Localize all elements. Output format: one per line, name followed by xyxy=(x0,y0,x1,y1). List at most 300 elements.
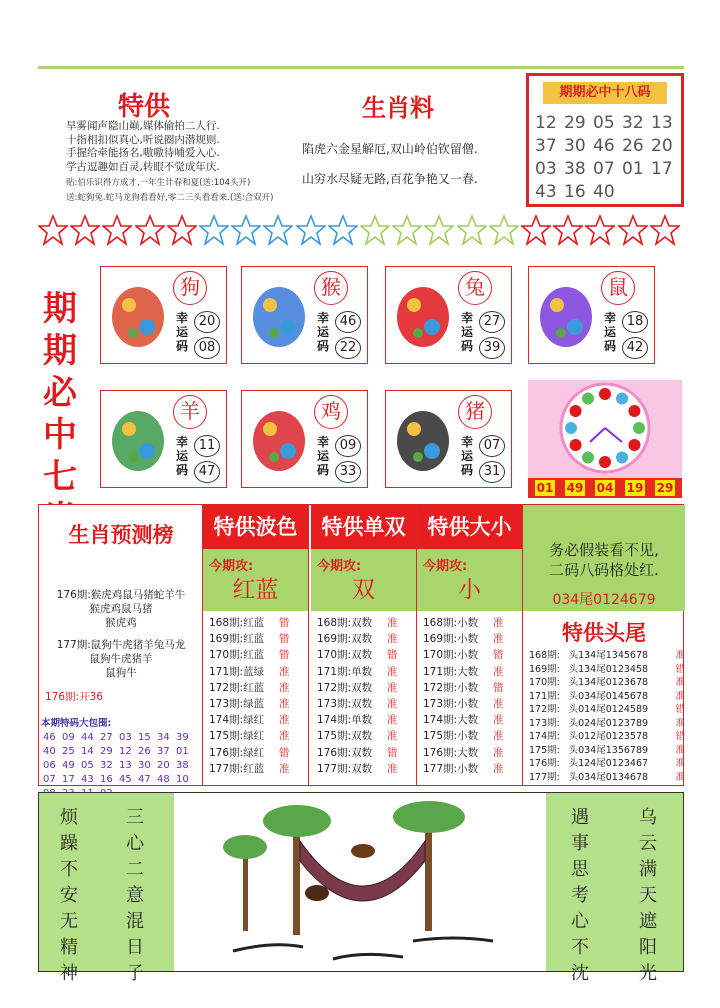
record-row xyxy=(311,696,416,712)
bag-number: 05 xyxy=(81,760,94,771)
clock-dot xyxy=(616,451,628,463)
bag-numbers xyxy=(43,731,199,801)
bag-number: 48 xyxy=(157,774,170,785)
record-row xyxy=(523,730,685,744)
bag-number: 29 xyxy=(100,746,113,757)
star-icon xyxy=(102,214,132,246)
record-row xyxy=(203,745,308,761)
record-period: 168期: xyxy=(529,650,560,661)
record-period: 176期:绿红 xyxy=(209,746,265,759)
bottom-panel xyxy=(38,792,684,984)
star-icon xyxy=(360,214,390,246)
slogan-line-1: 务必假装看不见, xyxy=(549,541,659,559)
record-period: 172期:双数 xyxy=(317,681,373,694)
bag-number: 01 xyxy=(176,746,189,757)
record-result: 准 xyxy=(279,665,290,678)
record-value: 头034尾1356789 xyxy=(568,744,649,756)
eighteen-number: 03 xyxy=(535,159,557,179)
record-result: 准 xyxy=(675,771,685,783)
star-icon xyxy=(521,214,551,246)
bag-number: 06 xyxy=(43,760,56,771)
record-period: 176期: xyxy=(529,758,560,769)
record-result: 准 xyxy=(675,744,685,756)
bag-number: 40 xyxy=(43,746,56,757)
zodiac-paper-cut-icon xyxy=(392,399,454,479)
tail-line: 034尾0124679 xyxy=(552,592,656,608)
lucky-number: 18 xyxy=(622,311,648,333)
bag-number: 16 xyxy=(100,774,113,785)
record-row xyxy=(203,631,308,647)
daxiao-column xyxy=(417,505,523,785)
lucky-label: 幸运码 xyxy=(175,435,188,477)
record-period: 174期: xyxy=(529,731,560,742)
bag-number: 07 xyxy=(43,774,56,785)
record-row xyxy=(523,771,685,785)
record-row xyxy=(311,745,416,761)
record-row xyxy=(523,757,685,771)
lucky-number: 46 xyxy=(335,311,361,333)
eighteen-numbers xyxy=(535,112,681,203)
right-verse-panel xyxy=(546,793,683,984)
bose-rows xyxy=(203,611,308,777)
record-row xyxy=(311,647,416,663)
zodiac-paper-cut-icon xyxy=(392,275,454,355)
hammock-illustration xyxy=(213,801,503,965)
zodiac-card xyxy=(100,390,227,488)
record-result: 错 xyxy=(279,649,290,662)
record-value: 头134尾0123458 xyxy=(568,663,649,675)
clock-dot xyxy=(633,422,645,434)
star-icon xyxy=(618,214,648,246)
verse-column: 烦躁不安无精神 xyxy=(60,807,78,984)
star-icon xyxy=(167,214,197,246)
eighteen-title: 期期必中十八码 xyxy=(543,82,667,104)
record-period: 170期:双数 xyxy=(317,649,373,662)
record-result: 准 xyxy=(493,633,504,646)
eighteen-number: 13 xyxy=(651,113,673,133)
record-value: 头012尾0123578 xyxy=(568,731,649,742)
lucky-number: 09 xyxy=(335,435,361,457)
prediction-line: 176期:猴虎鸡鼠马猪蛇羊牛 xyxy=(56,589,186,601)
bag-number: 34 xyxy=(157,732,170,743)
record-row xyxy=(417,761,522,777)
record-result: 错 xyxy=(387,649,398,662)
star-icon xyxy=(650,214,680,246)
record-row xyxy=(311,631,416,647)
record-period: 173期:双数 xyxy=(317,698,373,711)
record-period: 176期:大数 xyxy=(423,746,479,759)
bag-number: 39 xyxy=(176,732,189,743)
lucky-label: 幸运码 xyxy=(316,311,329,353)
record-value: 头124尾0123467 xyxy=(568,758,649,769)
daxiao-rows xyxy=(417,611,522,777)
lucky-number: 39 xyxy=(479,337,505,359)
clock-dot xyxy=(570,405,582,417)
record-row xyxy=(417,664,522,680)
record-row xyxy=(203,664,308,680)
bag-title: 本期特码大包围: xyxy=(41,718,112,729)
clock-number: 19 xyxy=(626,481,644,495)
record-row xyxy=(203,680,308,696)
record-result: 错 xyxy=(675,704,685,715)
record-result: 错 xyxy=(675,663,685,675)
record-value: 头134尾0123678 xyxy=(568,677,649,688)
top-divider xyxy=(38,66,684,69)
eighteen-number: 32 xyxy=(622,113,644,133)
eighteen-number: 46 xyxy=(593,136,615,156)
bag-number: 32 xyxy=(100,760,113,771)
record-period: 168期:红蓝 xyxy=(209,617,265,629)
clock-number: 49 xyxy=(566,481,584,495)
attack-value: 红蓝 xyxy=(232,577,279,603)
slogan-panel xyxy=(523,505,685,611)
lucky-number: 07 xyxy=(479,435,505,457)
record-period: 173期:绿蓝 xyxy=(209,698,265,711)
eighteen-number: 29 xyxy=(564,113,586,133)
shengxiao-title: 生肖料 xyxy=(362,93,434,122)
record-value: 头134尾1345678 xyxy=(568,650,649,661)
record-row xyxy=(203,696,308,712)
danshuang-rows xyxy=(311,611,416,777)
record-period: 171期:单数 xyxy=(317,665,373,678)
tegong-title: 特供 xyxy=(118,92,171,122)
record-row xyxy=(417,615,522,631)
seven-zodiac-title xyxy=(40,288,80,540)
star-icon xyxy=(231,214,261,246)
daxiao-title: 特供大小 xyxy=(417,505,522,549)
record-period: 175期:小数 xyxy=(423,730,479,743)
clock-number: 29 xyxy=(656,481,674,495)
record-result: 准 xyxy=(279,730,290,743)
attack-label: 今期攻: xyxy=(423,559,468,574)
record-result: 准 xyxy=(493,762,504,775)
bag-number: 13 xyxy=(119,760,132,771)
record-row xyxy=(203,647,308,663)
zodiac-name: 鸡 xyxy=(314,395,348,429)
record-period: 176期:双数 xyxy=(317,746,373,759)
record-period: 177期: xyxy=(529,771,560,783)
record-result: 准 xyxy=(279,681,290,694)
clock-dot xyxy=(582,451,594,463)
clock-dot xyxy=(628,405,640,417)
lucky-label: 幸运码 xyxy=(460,311,473,353)
hammock-image xyxy=(213,801,503,965)
tegong-poem xyxy=(66,120,220,174)
zodiac-card xyxy=(241,390,368,488)
lucky-label: 幸运码 xyxy=(175,311,188,353)
poem-line: 旱雾闻声隐山巅,媒体偷拍二人行. xyxy=(66,120,220,132)
zodiac-paper-cut-icon xyxy=(248,275,310,355)
record-period: 172期:小数 xyxy=(423,681,479,694)
record-result: 错 xyxy=(387,746,398,759)
zodiac-name: 猴 xyxy=(314,271,348,305)
record-result: 准 xyxy=(493,746,504,759)
lucky-number: 22 xyxy=(335,337,361,359)
record-period: 171期:蓝绿 xyxy=(209,665,265,678)
eighteen-number: 07 xyxy=(593,159,615,179)
star-icon xyxy=(553,214,583,246)
record-period: 172期:红蓝 xyxy=(209,681,265,694)
eighteen-number: 26 xyxy=(622,136,644,156)
record-result: 准 xyxy=(387,698,398,711)
record-row xyxy=(523,744,685,758)
bag-number: 14 xyxy=(81,746,94,757)
bose-attack xyxy=(203,549,308,611)
record-row xyxy=(203,761,308,777)
record-period: 175期:绿红 xyxy=(209,730,265,743)
bag-number: 46 xyxy=(43,732,56,743)
star-icon xyxy=(199,214,229,246)
record-row xyxy=(417,647,522,663)
star-icon xyxy=(296,214,326,246)
bag-number: 49 xyxy=(62,760,75,771)
lucky-number: 20 xyxy=(194,311,220,333)
zodiac-card xyxy=(385,390,512,488)
lucky-number: 42 xyxy=(622,337,648,359)
eighteen-number: 05 xyxy=(593,113,615,133)
record-result: 错 xyxy=(279,633,290,646)
record-result: 错 xyxy=(493,681,504,694)
lucky-number: 31 xyxy=(479,461,505,483)
lucky-number: 27 xyxy=(479,311,505,333)
zodiac-paper-cut-icon xyxy=(107,399,169,479)
eighteen-number: 38 xyxy=(564,159,586,179)
slogan-line-2: 二码八码格处红. xyxy=(549,561,659,579)
bag-number: 38 xyxy=(176,760,189,771)
record-result: 准 xyxy=(387,730,398,743)
clock-number: 04 xyxy=(596,481,614,495)
record-row xyxy=(417,696,522,712)
record-row xyxy=(523,663,685,677)
record-result: 错 xyxy=(279,617,290,629)
record-row xyxy=(417,680,522,696)
record-result: 准 xyxy=(493,730,504,743)
star-icon xyxy=(328,214,358,246)
bose-title: 特供波色 xyxy=(203,505,308,549)
record-result: 准 xyxy=(675,758,685,769)
clock-dot xyxy=(628,439,640,451)
record-result: 准 xyxy=(387,681,398,694)
zodiac-name: 鼠 xyxy=(601,271,635,305)
record-period: 171期:大数 xyxy=(423,665,479,678)
zodiac-paper-cut-icon xyxy=(248,399,310,479)
lucky-label: 幸运码 xyxy=(603,311,616,353)
clock-numbers-bar xyxy=(528,478,682,498)
star-icon xyxy=(38,214,68,246)
record-result: 准 xyxy=(387,633,398,646)
clock-dot xyxy=(565,422,577,434)
lucky-number: 11 xyxy=(194,435,220,457)
record-result: 准 xyxy=(279,714,290,727)
zodiac-card xyxy=(100,266,227,364)
record-result: 准 xyxy=(675,717,685,729)
eighteen-number: 40 xyxy=(593,182,615,202)
record-result: 准 xyxy=(493,714,504,727)
prediction-line: 鼠狗牛 xyxy=(105,667,137,679)
star-icon xyxy=(585,214,615,246)
star-icon xyxy=(392,214,422,246)
attack-value: 双 xyxy=(352,577,375,603)
tegong-note-1: 贴:伯乐识得方成才,一年生计春和夏(送:104头开) xyxy=(66,178,251,188)
attack-label: 今期攻: xyxy=(209,559,254,574)
lucky-label: 幸运码 xyxy=(316,435,329,477)
record-row xyxy=(417,745,522,761)
eighteen-number: 12 xyxy=(535,113,557,133)
bag-number: 27 xyxy=(100,732,113,743)
record-period: 168期:双数 xyxy=(317,617,373,629)
bag-number: 30 xyxy=(138,760,151,771)
attack-label: 今期攻: xyxy=(317,559,362,574)
record-value: 头024尾0123789 xyxy=(568,717,649,729)
record-result: 错 xyxy=(493,649,504,662)
verse-column: 三心二意混日子 xyxy=(126,807,144,984)
tegong-note-2: 送:蛇狗兔.蛇马龙狗看看好,零二三头看看来.(送:合双开) xyxy=(66,193,274,203)
clock-number: 01 xyxy=(536,481,554,495)
record-row xyxy=(523,717,685,731)
danshuang-column xyxy=(311,505,417,785)
record-result: 准 xyxy=(493,617,504,629)
clock-icon xyxy=(528,380,682,480)
record-result: 准 xyxy=(675,650,685,661)
record-period: 173期: xyxy=(529,717,560,729)
record-row xyxy=(417,728,522,744)
zodiac-name: 猪 xyxy=(458,395,492,429)
bag-number: 25 xyxy=(62,746,75,757)
toutou-rows xyxy=(523,649,685,784)
record-result: 准 xyxy=(493,698,504,711)
lucky-number: 47 xyxy=(194,461,220,483)
record-period: 169期:小数 xyxy=(423,633,479,646)
lucky-label: 幸运码 xyxy=(460,435,473,477)
record-result: 准 xyxy=(279,762,290,775)
record-period: 177期:小数 xyxy=(423,762,479,775)
record-result: 准 xyxy=(675,690,685,702)
record-period: 170期: xyxy=(529,677,560,688)
record-result: 错 xyxy=(279,746,290,759)
record-period: 171期: xyxy=(529,690,560,702)
bag-number: 17 xyxy=(62,774,75,785)
shengxiao-line-1: 陷虎六金星解厄,双山岭伯钦留僧. xyxy=(302,142,478,156)
verse-column: 乌云满天遮阳光 xyxy=(639,807,657,984)
record-result: 准 xyxy=(387,617,398,629)
bag-number: 37 xyxy=(157,746,170,757)
eighteen-number: 17 xyxy=(651,159,673,179)
record-period: 175期:双数 xyxy=(317,730,373,743)
record-result: 准 xyxy=(279,698,290,711)
record-period: 169期:红蓝 xyxy=(209,633,265,646)
daxiao-attack xyxy=(417,549,522,611)
record-period: 170期:小数 xyxy=(423,649,479,662)
record-result: 准 xyxy=(387,714,398,727)
zodiac-prediction-panel xyxy=(39,505,203,785)
eighteen-number: 43 xyxy=(535,182,557,202)
bag-number: 47 xyxy=(138,774,151,785)
record-period: 173期:小数 xyxy=(423,698,479,711)
eighteen-number: 16 xyxy=(564,182,586,202)
seven-zodiac-title-text: 期期必中七 xyxy=(43,289,77,497)
zodiac-card xyxy=(241,266,368,364)
bag-number: 26 xyxy=(138,746,151,757)
record-result: 准 xyxy=(387,762,398,775)
poem-line: 学古逗趣如百灵,转眼不觉成年庆. xyxy=(66,160,220,173)
record-result: 准 xyxy=(493,665,504,678)
star-icon xyxy=(135,214,165,246)
zodiac-card xyxy=(385,266,512,364)
record-period: 174期:绿红 xyxy=(209,714,265,727)
record-row xyxy=(311,664,416,680)
star-row xyxy=(38,214,684,254)
record-row xyxy=(311,761,416,777)
clock-dot xyxy=(582,393,594,405)
eighteen-number: 37 xyxy=(535,136,557,156)
bag-number: 10 xyxy=(176,774,189,785)
danshuang-attack xyxy=(311,549,416,611)
bag-number: 12 xyxy=(119,746,132,757)
verse-column: 遇事思考心不沈 xyxy=(571,807,589,984)
record-row xyxy=(311,615,416,631)
open-result: 176期:开36 xyxy=(45,691,103,703)
record-value: 头034尾0145678 xyxy=(568,690,649,702)
star-icon xyxy=(70,214,100,246)
record-period: 175期: xyxy=(529,744,560,756)
eighteen-number: 20 xyxy=(651,136,673,156)
record-row xyxy=(311,680,416,696)
record-result: 准 xyxy=(387,665,398,678)
record-period: 174期:大数 xyxy=(423,714,479,727)
eighteen-number: 30 xyxy=(564,136,586,156)
zodiac-card xyxy=(528,266,655,364)
record-period: 170期:红蓝 xyxy=(209,649,265,662)
prediction-line: 177期:鼠狗牛虎猪羊兔马龙 xyxy=(56,639,186,651)
record-row xyxy=(523,649,685,663)
prediction-title: 生肖预测榜 xyxy=(68,522,174,547)
poem-line: 十指相扣似真心,听说圈内潜规则. xyxy=(66,133,220,146)
clock-dot xyxy=(570,439,582,451)
poem-line: 手握给牵能扬名,嗷嗷待哺爱入心. xyxy=(66,147,220,159)
record-period: 172期: xyxy=(529,704,560,715)
prediction-line: 鼠狗牛虎猪羊 xyxy=(89,653,153,665)
toutou-title: 特供头尾 xyxy=(562,620,646,645)
star-icon xyxy=(489,214,519,246)
star-icon xyxy=(457,214,487,246)
clock-dot xyxy=(599,388,611,400)
toutou-column xyxy=(523,505,685,785)
record-row xyxy=(311,712,416,728)
zodiac-name: 羊 xyxy=(173,395,207,429)
record-row xyxy=(523,690,685,704)
record-period: 169期: xyxy=(529,663,560,675)
star-icon xyxy=(263,214,293,246)
prediction-line: 猴虎鸡 xyxy=(105,617,137,629)
lucky-number: 33 xyxy=(335,461,361,483)
record-result: 错 xyxy=(675,731,685,742)
attack-value: 小 xyxy=(458,577,481,603)
record-row xyxy=(523,703,685,717)
bag-number: 20 xyxy=(157,760,170,771)
zodiac-name: 兔 xyxy=(458,271,492,305)
left-verse-panel xyxy=(39,793,174,984)
record-row xyxy=(203,728,308,744)
record-period: 174期:单数 xyxy=(317,714,373,727)
record-value: 头034尾0134678 xyxy=(568,771,649,783)
clock-dot xyxy=(616,393,628,405)
record-period: 177期:双数 xyxy=(317,762,373,775)
bag-number: 09 xyxy=(62,732,75,743)
bag-number: 43 xyxy=(81,774,94,785)
record-period: 177期:红蓝 xyxy=(209,762,265,775)
shengxiao-line-2: 山穷水尽疑无路,百花争艳又一春. xyxy=(302,172,478,186)
eighteen-number-box xyxy=(526,73,684,207)
